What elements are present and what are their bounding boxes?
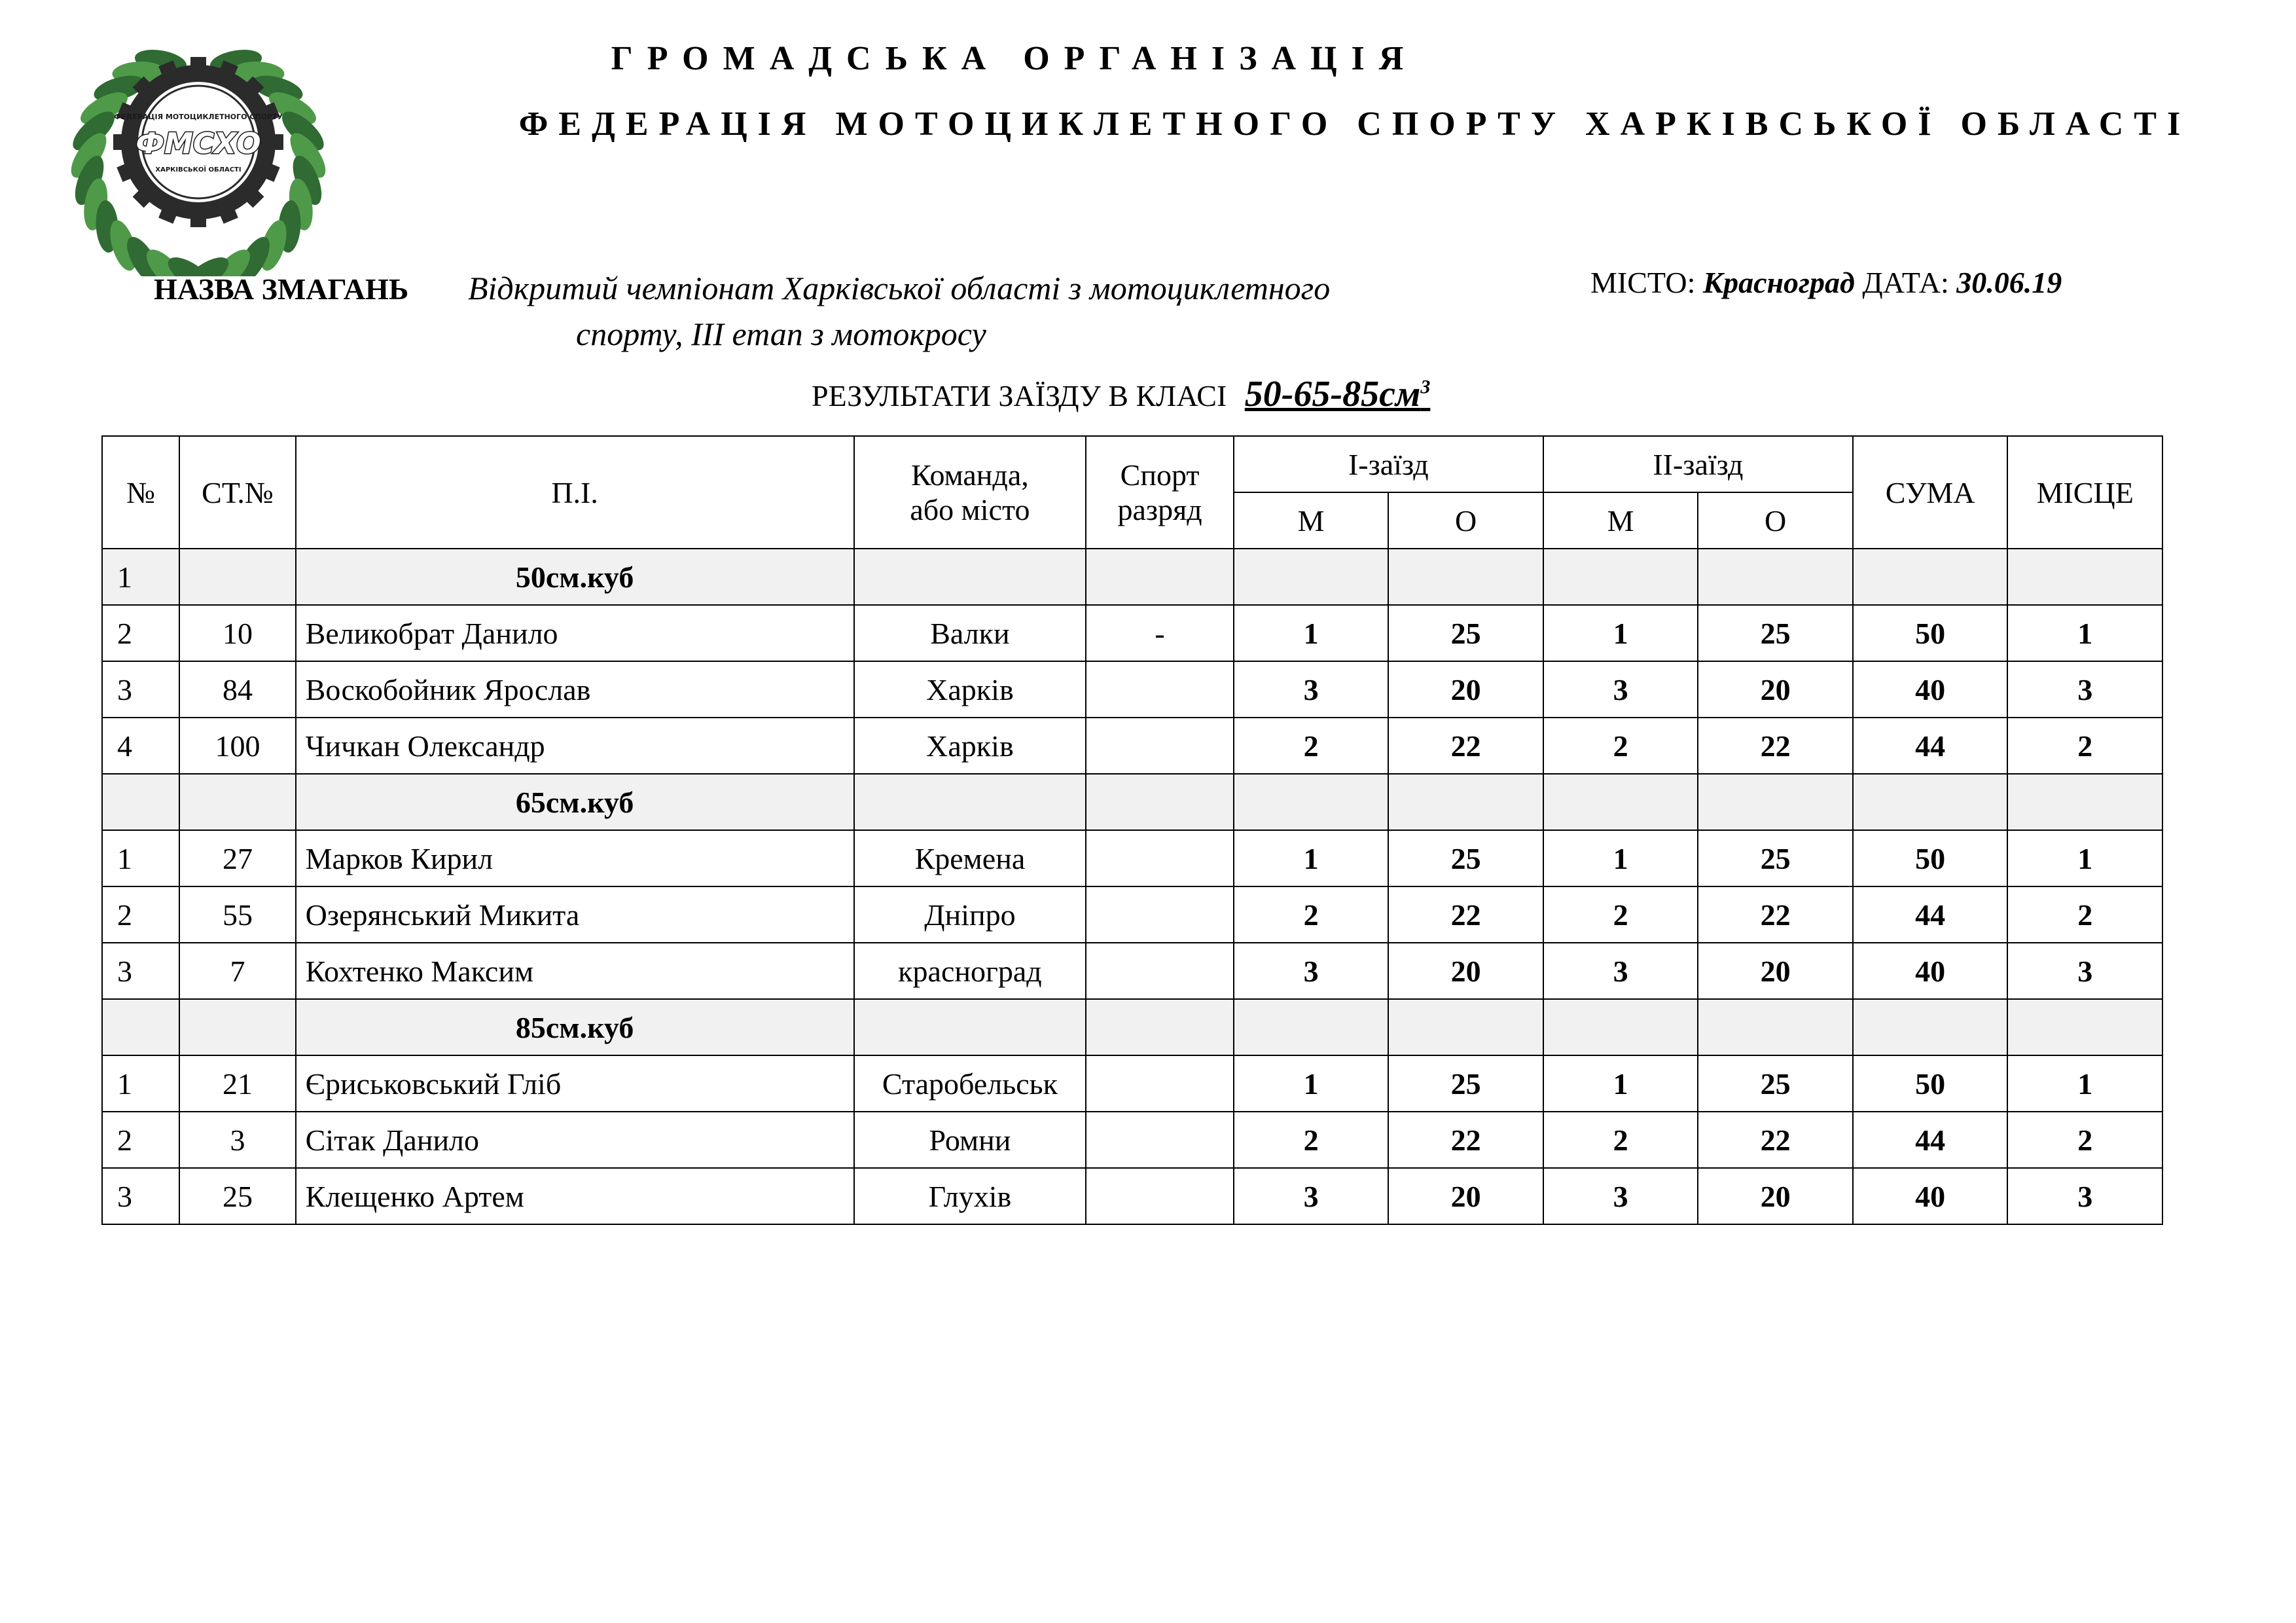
cell-empty — [1234, 774, 1389, 830]
table-row — [102, 718, 2162, 774]
cell-no: 3 — [102, 943, 179, 999]
cell-heat1-o: 25 — [1388, 830, 1543, 886]
header-start-no: СТ.№ — [179, 436, 295, 549]
cell-empty — [1853, 999, 2008, 1055]
cell-team: Харків — [854, 718, 1086, 774]
cell-empty — [854, 774, 1086, 830]
cell-empty — [1234, 549, 1389, 605]
cell-heat1-o: 22 — [1388, 886, 1543, 943]
results-table-body — [102, 549, 2162, 1224]
table-row — [102, 886, 2162, 943]
results-title — [812, 373, 1430, 415]
header-no: № — [102, 436, 179, 549]
cell-heat2-m: 2 — [1543, 1112, 1698, 1168]
cell-place: 3 — [2007, 661, 2162, 718]
cell-heat2-m: 1 — [1543, 605, 1698, 661]
cell-sum: 40 — [1853, 661, 2008, 718]
header-place: МІСЦЕ — [2007, 436, 2162, 549]
cell-no: 2 — [102, 886, 179, 943]
city-value: Красноград — [1702, 266, 1855, 299]
cell-no: 3 — [102, 1168, 179, 1224]
cell-rider-name: Кохтенко Максим — [296, 943, 854, 999]
cell-rider-name: Великобрат Данило — [296, 605, 854, 661]
cell-no: 1 — [102, 830, 179, 886]
results-table — [101, 435, 2163, 1225]
cell-heat2-o: 25 — [1698, 1055, 1853, 1112]
cell-empty — [1543, 774, 1698, 830]
cell-team: Старобельськ — [854, 1055, 1086, 1112]
cell-no: 3 — [102, 661, 179, 718]
cell-heat1-o: 22 — [1388, 1112, 1543, 1168]
cell-rank — [1086, 830, 1234, 886]
cell-start-no: 84 — [179, 661, 295, 718]
table-row — [102, 661, 2162, 718]
cell-empty — [1543, 549, 1698, 605]
logo-top-text: ФЕДЕРАЦІЯ МОТОЦИКЛЕТНОГО СПОРТУ — [113, 113, 283, 121]
cell-empty — [1388, 549, 1543, 605]
competition-label: НАЗВА ЗМАГАНЬ — [154, 272, 409, 306]
cell-place: 2 — [2007, 886, 2162, 943]
cell-start-no: 7 — [179, 943, 295, 999]
cell-empty — [2007, 999, 2162, 1055]
table-row — [102, 1112, 2162, 1168]
cell-rank — [1086, 886, 1234, 943]
date-label: ДАТА: — [1862, 266, 1949, 299]
cell-place: 1 — [2007, 605, 2162, 661]
table-row — [102, 830, 2162, 886]
cell-sum: 50 — [1853, 1055, 2008, 1112]
cell-rider-name: Марков Кирил — [296, 830, 854, 886]
cell-rank — [1086, 718, 1234, 774]
section-class-name: 65см.куб — [296, 774, 854, 830]
cell-empty — [1698, 774, 1853, 830]
cell-sum: 40 — [1853, 1168, 2008, 1224]
cell-no: 2 — [102, 1112, 179, 1168]
cell-heat1-o: 20 — [1388, 1168, 1543, 1224]
city-date-line — [1590, 265, 2062, 300]
cell-empty — [1543, 999, 1698, 1055]
table-row — [102, 943, 2162, 999]
cell-rank — [1086, 1168, 1234, 1224]
cell-empty — [1698, 999, 1853, 1055]
cell-heat2-m: 2 — [1543, 886, 1698, 943]
cell-start-no: 3 — [179, 1112, 295, 1168]
cell-rank — [1086, 1055, 1234, 1112]
cell-start-no: 55 — [179, 886, 295, 943]
competition-name — [468, 265, 1541, 357]
cell-heat2-m: 1 — [1543, 1055, 1698, 1112]
cell-no: 1 — [102, 549, 179, 605]
org-title-line1: ГРОМАДСЬКА ОРГАНІЗАЦІЯ — [611, 40, 1418, 77]
cell-empty — [1086, 999, 1234, 1055]
competition-name-line1: Відкритий чемпіонат Харківської області з мотоциклетного — [468, 270, 1331, 306]
class-value: $50-65-85см^3$ — [1244, 374, 1431, 414]
cell-start-no: 25 — [179, 1168, 295, 1224]
cell-heat1-o: 25 — [1388, 1055, 1543, 1112]
cell-place: 3 — [2007, 1168, 2162, 1224]
cell-empty — [1388, 999, 1543, 1055]
cell-rank: - — [1086, 605, 1234, 661]
header-heat2-o: О — [1698, 492, 1853, 549]
cell-place: 1 — [2007, 1055, 2162, 1112]
cell-heat2-o: 20 — [1698, 1168, 1853, 1224]
cell-heat1-m: 3 — [1234, 943, 1389, 999]
city-label: МІСТО: — [1590, 266, 1696, 299]
org-title-line2: ФЕДЕРАЦІЯ МОТОЦИКЛЕТНОГО СПОРТУ ХАРКІВСЬКОЇ ОБЛАСТІ — [518, 105, 2191, 143]
cell-empty — [1388, 774, 1543, 830]
cell-team: красноград — [854, 943, 1086, 999]
cell-sum: 50 — [1853, 605, 2008, 661]
cell-team: Ромни — [854, 1112, 1086, 1168]
cell-sum: 40 — [1853, 943, 2008, 999]
cell-heat2-m: 3 — [1543, 661, 1698, 718]
header-heat2-m: М — [1543, 492, 1698, 549]
cell-rider-name: Клещенко Артем — [296, 1168, 854, 1224]
section-class-name: 85см.куб — [296, 999, 854, 1055]
cell-no: 1 — [102, 1055, 179, 1112]
cell-team: Валки — [854, 605, 1086, 661]
cell-heat1-m: 3 — [1234, 661, 1389, 718]
cell-heat2-o: 20 — [1698, 661, 1853, 718]
cell-sum: 44 — [1853, 1112, 2008, 1168]
cell-heat1-o: 20 — [1388, 661, 1543, 718]
cell-no: 4 — [102, 718, 179, 774]
section-class-name: 50см.куб — [296, 549, 854, 605]
cell-place: 2 — [2007, 718, 2162, 774]
cell-heat2-m: 1 — [1543, 830, 1698, 886]
table-row — [102, 605, 2162, 661]
logo-bottom-text: ХАРКІВСЬКОЇ ОБЛАСТІ — [155, 166, 242, 173]
cell-empty — [1086, 549, 1234, 605]
cell-empty — [1086, 774, 1234, 830]
cell-heat2-m: 2 — [1543, 718, 1698, 774]
date-value: 30.06.19 — [1956, 266, 2062, 299]
cell-heat2-o: 25 — [1698, 830, 1853, 886]
class-section-row — [102, 774, 2162, 830]
cell-rider-name: Єриськовський Гліб — [296, 1055, 854, 1112]
cell-place: 1 — [2007, 830, 2162, 886]
cell-empty — [1234, 999, 1389, 1055]
header-sum: СУМА — [1853, 436, 2008, 549]
cell-sum: 50 — [1853, 830, 2008, 886]
cell-heat2-m: 3 — [1543, 943, 1698, 999]
cell-heat1-m: 1 — [1234, 605, 1389, 661]
cell-heat2-o: 20 — [1698, 943, 1853, 999]
cell-rank — [1086, 943, 1234, 999]
cell-no: 2 — [102, 605, 179, 661]
cell-sum: 44 — [1853, 718, 2008, 774]
cell-start-no: 21 — [179, 1055, 295, 1112]
cell-empty — [854, 999, 1086, 1055]
cell-team: Кремена — [854, 830, 1086, 886]
cell-heat2-m: 3 — [1543, 1168, 1698, 1224]
cell-team: Харків — [854, 661, 1086, 718]
cell-start-no — [179, 549, 295, 605]
cell-empty — [2007, 774, 2162, 830]
cell-heat1-m: 1 — [1234, 830, 1389, 886]
header-rank: Спорт разряд — [1086, 436, 1234, 549]
cell-start-no — [179, 999, 295, 1055]
cell-start-no: 27 — [179, 830, 295, 886]
cell-place: 3 — [2007, 943, 2162, 999]
cell-rank — [1086, 661, 1234, 718]
cell-place: 2 — [2007, 1112, 2162, 1168]
cell-heat2-o: 22 — [1698, 718, 1853, 774]
header-heat1: І-заїзд — [1234, 436, 1543, 492]
cell-no — [102, 999, 179, 1055]
cell-heat1-m: 2 — [1234, 718, 1389, 774]
cell-heat1-o: 20 — [1388, 943, 1543, 999]
table-row — [102, 1055, 2162, 1112]
cell-start-no: 10 — [179, 605, 295, 661]
cell-heat1-m: 3 — [1234, 1168, 1389, 1224]
cell-empty — [1853, 549, 2008, 605]
class-section-row — [102, 999, 2162, 1055]
cell-rider-name: Воскобойник Ярослав — [296, 661, 854, 718]
cell-rider-name: Чичкан Олександр — [296, 718, 854, 774]
cell-heat1-m: 1 — [1234, 1055, 1389, 1112]
cell-no — [102, 774, 179, 830]
cell-rank — [1086, 1112, 1234, 1168]
cell-empty — [2007, 549, 2162, 605]
header-heat1-o: О — [1388, 492, 1543, 549]
class-section-row — [102, 549, 2162, 605]
cell-empty — [854, 549, 1086, 605]
cell-team: Глухів — [854, 1168, 1086, 1224]
cell-start-no — [179, 774, 295, 830]
cell-team: Дніпро — [854, 886, 1086, 943]
cell-heat1-o: 22 — [1388, 718, 1543, 774]
results-title-text: РЕЗУЛЬТАТИ ЗАЇЗДУ В КЛАСІ — [812, 379, 1227, 412]
table-row — [102, 1168, 2162, 1224]
cell-heat1-o: 25 — [1388, 605, 1543, 661]
competition-name-line2: спорту, ІІІ етап з мотокросу — [576, 316, 986, 352]
cell-heat2-o: 22 — [1698, 886, 1853, 943]
cell-rider-name: Озерянський Микита — [296, 886, 854, 943]
cell-sum: 44 — [1853, 886, 2008, 943]
header-heat1-m: М — [1234, 492, 1389, 549]
cell-rider-name: Сітак Данило — [296, 1112, 854, 1168]
cell-heat1-m: 2 — [1234, 1112, 1389, 1168]
cell-heat2-o: 25 — [1698, 605, 1853, 661]
logo-main-text: ФМСХО — [135, 127, 261, 160]
header-team: Команда, або місто — [854, 436, 1086, 549]
cell-heat1-m: 2 — [1234, 886, 1389, 943]
header-name: П.І. — [296, 436, 854, 549]
cell-empty — [1853, 774, 2008, 830]
cell-start-no: 100 — [179, 718, 295, 774]
cell-heat2-o: 22 — [1698, 1112, 1853, 1168]
cell-empty — [1698, 549, 1853, 605]
header-heat2: ІІ-заїзд — [1543, 436, 1853, 492]
